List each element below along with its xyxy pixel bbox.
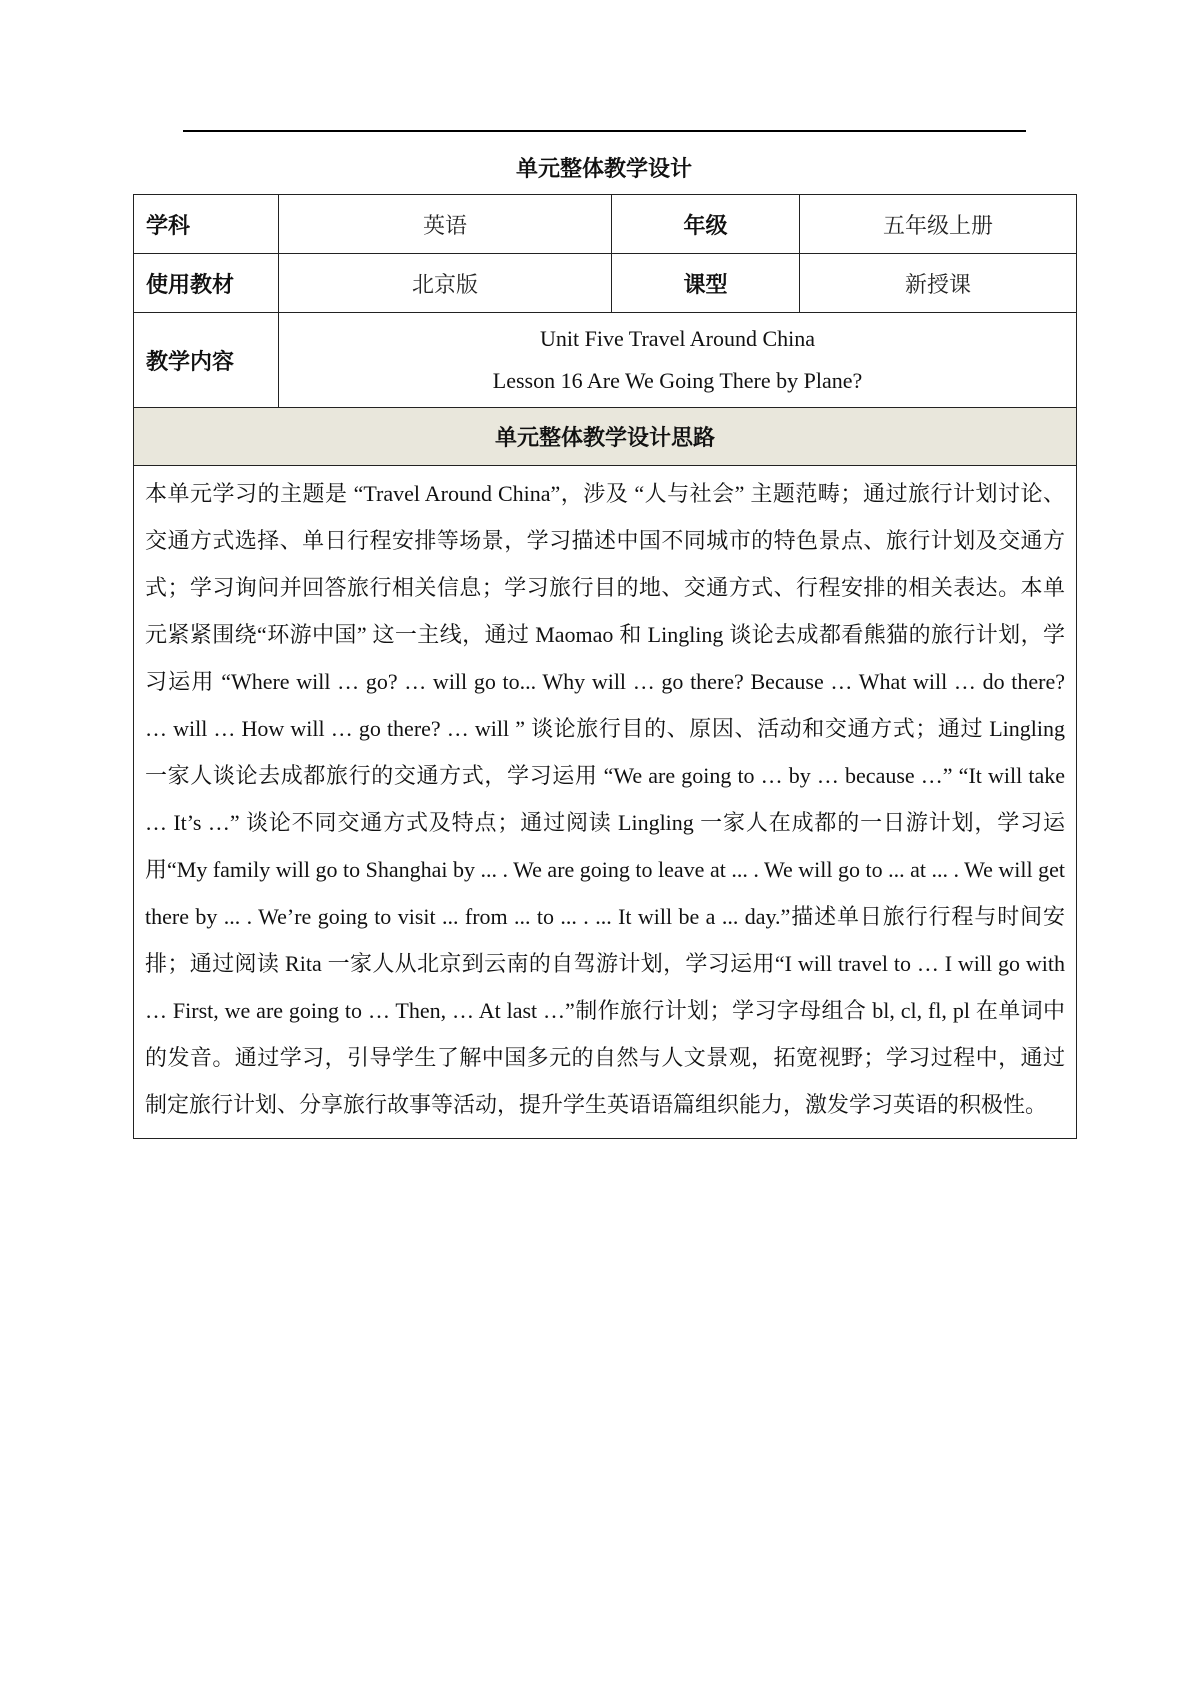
table-row [134, 254, 1077, 313]
teaching-design-table [133, 194, 1077, 1139]
table-row [134, 466, 1077, 1139]
content-value [279, 313, 1077, 408]
grade-label: 年级 [612, 195, 800, 254]
unit-title: Unit Five Travel Around China [539, 326, 815, 351]
document-title: 单元整体教学设计 [515, 157, 692, 182]
subject-value: 英语 [279, 195, 612, 254]
table-row [134, 408, 1077, 466]
design-section-cell [134, 466, 1077, 1139]
header-rule [183, 130, 1026, 132]
textbook-label: 使用教材 [134, 254, 279, 313]
design-section-heading: 单元整体教学设计思路 [134, 408, 1077, 466]
lesson-title: Lesson 16 Are We Going There by Plane? [492, 368, 863, 393]
table-row [134, 195, 1077, 254]
textbook-value: 北京版 [279, 254, 612, 313]
content-label: 教学内容 [134, 313, 279, 408]
lesson-type-value: 新授课 [800, 254, 1077, 313]
design-section-body: 本单元学习的主题是 “Travel Around China”，涉及 “人与社会” 主题范畴；通过旅行计划讨论、交通方式选择、单日行程安排等场景，学习描述中国不同城市的特色景点、旅行计划及交通方式；学习询问并回答旅行相关信息；学习旅行目的地、交通方式、行程安排的相关表达。本单元紧紧围绕“环游中国” 这一主线，通过 Maomao 和 Lingling 谈论去成都看熊猫的旅行计划，学习运用 “Where will … go? … will go to... Why will … go there? Because … What will … do there? … will … How will … go there? … will ” 谈论旅行目的、原因、活动和交通方式；通过 Lingling 一家人谈论去成都旅行的交通方式，学习运用 “We are going to … by … because …” “It will take … It’s …” 谈论不同交通方式及特点；通过阅读 Lingling 一家人在成都的一日游计划，学习运用“My family will go to Shanghai by ... . We are going to leave at ... . We will go to ... at ... . We will get there by ... . We’re going to visit ... from ... to ... . ... It will be a ... day.”描述单日旅行行程与时间安排；通过阅读 Rita 一家人从北京到云南的自驾游计划，学习运用“I will travel to … I will go with … First, we are going to … Then, … At last …”制作旅行计划；学习字母组合 bl, cl, fl, pl 在单词中的发音。通过学习，引导学生了解中国多元的自然与人文景观，拓宽视野；学习过程中，通过制定旅行计划、分享旅行故事等活动，提升学生英语语篇组织能力，激发学习英语的积极性。 [145, 481, 1065, 1117]
grade-value: 五年级上册 [800, 195, 1077, 254]
subject-label: 学科 [134, 195, 279, 254]
table-row [134, 313, 1077, 408]
lesson-type-label: 课型 [612, 254, 800, 313]
